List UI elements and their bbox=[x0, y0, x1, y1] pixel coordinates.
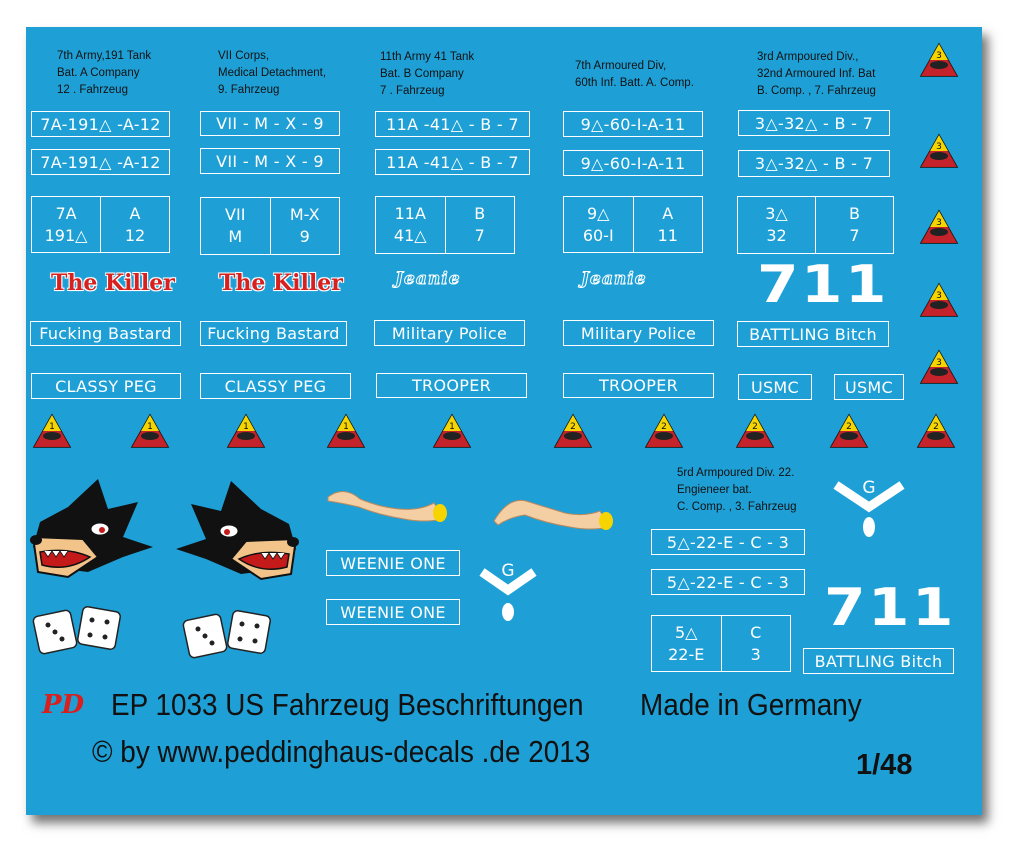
grid-2-left-top: VII bbox=[225, 205, 246, 224]
armored-badge-2-e bbox=[916, 413, 956, 449]
code-strip-3a: 11A -41△ - B - 7 bbox=[375, 111, 530, 137]
code-strip-5a: 3△-32△ - B - 7 bbox=[738, 110, 890, 136]
code-strip-6a: 5△-22-E - C - 3 bbox=[651, 529, 805, 555]
chevron-g-emblem-2 bbox=[832, 473, 906, 548]
jeanie-1: Jeanie bbox=[395, 269, 461, 289]
code-strip-3b: 11A -41△ - B - 7 bbox=[375, 149, 530, 175]
wolf-head-icon-2 bbox=[171, 479, 301, 589]
trooper-2: TROOPER bbox=[563, 373, 714, 398]
grid-6-left-top: 5△ bbox=[675, 622, 698, 642]
fucking-bastard-1: Fucking Bastard bbox=[30, 321, 181, 346]
grid-4-left-bottom: 60-I bbox=[582, 225, 614, 245]
armored-badge-2-a bbox=[553, 413, 593, 449]
armored-badge-2-c bbox=[735, 413, 775, 449]
grid-5-right-top: B bbox=[849, 204, 860, 223]
armored-badge-1-e bbox=[432, 413, 472, 449]
grid-1-right-top: A bbox=[129, 203, 141, 223]
badge-number-1c: 1 bbox=[243, 422, 249, 432]
fucking-bastard-2: Fucking Bastard bbox=[200, 321, 347, 346]
unit-text-1: 7th Army,191 Tank Bat. A Company 12 . Fahrzeug bbox=[57, 50, 152, 96]
grid-4-right-bottom: 11 bbox=[657, 225, 678, 245]
jeanie-2: Jeanie bbox=[581, 269, 647, 289]
grid-5-left-top: 3△ bbox=[765, 204, 788, 223]
grid-3-right-top: B bbox=[474, 204, 486, 223]
badge-number-3d: 3 bbox=[936, 291, 942, 301]
grid-4-right-top: A bbox=[662, 203, 674, 223]
the-killer-2: The Killer bbox=[219, 270, 343, 296]
badge-number-1b: 1 bbox=[147, 422, 153, 432]
g-letter-1: G bbox=[501, 561, 515, 581]
code-strip-4b: 9△-60-I-A-11 bbox=[563, 150, 703, 176]
trooper-1: TROOPER bbox=[376, 373, 527, 398]
grid-6-right-bottom: 3 bbox=[750, 644, 761, 664]
armored-badge-3-b bbox=[919, 133, 959, 169]
grid-1-right-bottom: 12 bbox=[124, 225, 146, 245]
armored-badge-2-b bbox=[644, 413, 684, 449]
code-strip-4a: 9△-60-I-A-11 bbox=[563, 111, 703, 137]
grid-3-left-top: 11A bbox=[394, 204, 426, 223]
badge-number-2c: 2 bbox=[752, 422, 758, 432]
armored-badge-1-b bbox=[130, 413, 170, 449]
wolf-head-icon-1 bbox=[28, 477, 158, 587]
armored-badge-2-d bbox=[829, 413, 869, 449]
badge-number-1a: 1 bbox=[49, 422, 55, 432]
footer-made-in: Made in Germany bbox=[640, 687, 862, 722]
code-strip-2a: VII - M - X - 9 bbox=[200, 111, 340, 136]
unit-text-6: 5rd Armpoured Div. 22. Engieneer bat. C. Comp. , 3. Fahrzeug bbox=[677, 467, 797, 513]
code-strip-1b: 7A-191△ -A-12 bbox=[31, 149, 170, 175]
badge-number-2b: 2 bbox=[661, 422, 667, 432]
grid-plate-5 bbox=[737, 196, 894, 254]
badge-number-2e: 2 bbox=[933, 422, 939, 432]
usmc-1: USMC bbox=[738, 374, 812, 400]
number-711-bottom: 711 bbox=[824, 578, 956, 638]
grid-6-left-bottom: 22-E bbox=[668, 644, 705, 664]
pinup-figure-icon-2 bbox=[490, 487, 620, 539]
pd-logo-icon bbox=[40, 687, 85, 723]
badge-number-1e: 1 bbox=[449, 422, 455, 432]
grid-2-left-bottom: M bbox=[228, 227, 243, 246]
code-strip-6b: 5△-22-E - C - 3 bbox=[651, 569, 805, 595]
dice-icon-2 bbox=[182, 609, 277, 664]
badge-number-3a: 3 bbox=[936, 51, 942, 61]
classy-peg-2: CLASSY PEG bbox=[200, 373, 351, 399]
armored-badge-3-a bbox=[919, 42, 959, 78]
usmc-2: USMC bbox=[834, 374, 904, 400]
grid-1-left-top: 7A bbox=[55, 203, 77, 223]
grid-1-left-bottom: 191△ bbox=[44, 225, 88, 245]
pinup-figure-icon-1 bbox=[324, 479, 454, 531]
code-strip-2b: VII - M - X - 9 bbox=[200, 148, 340, 174]
armored-badge-3-d bbox=[919, 282, 959, 318]
unit-text-3: 11th Army 41 Tank Bat. B Company 7 . Fahrzeug bbox=[380, 51, 475, 97]
weenie-one-2: WEENIE ONE bbox=[326, 599, 460, 625]
g-letter-2: G bbox=[862, 478, 876, 498]
armored-badge-1-a bbox=[32, 413, 72, 449]
number-711-top: 711 bbox=[757, 255, 889, 315]
decal-sheet bbox=[26, 27, 982, 815]
code-strip-5b: 3△-32△ - B - 7 bbox=[738, 150, 890, 177]
footer-title: EP 1033 US Fahrzeug Beschriftungen bbox=[111, 687, 584, 722]
grid-2-right-top: M-X bbox=[289, 205, 320, 224]
armored-badge-1-d bbox=[326, 413, 366, 449]
the-killer-1: The Killer bbox=[51, 270, 175, 296]
badge-number-3c: 3 bbox=[936, 218, 942, 228]
unit-text-5: 3rd Armpoured Div., 32nd Armoured Inf. Bat B. Comp. , 7. Fahrzeug bbox=[757, 51, 876, 97]
armored-badge-1-c bbox=[226, 413, 266, 449]
badge-number-3b: 3 bbox=[936, 142, 942, 152]
badge-number-3e: 3 bbox=[936, 358, 942, 368]
unit-text-4: 7th Armoured Div, 60th Inf. Batt. A. Comp. bbox=[575, 60, 694, 89]
code-strip-1a: 7A-191△ -A-12 bbox=[31, 111, 170, 137]
grid-plate-4 bbox=[563, 196, 703, 253]
classy-peg-1: CLASSY PEG bbox=[31, 373, 181, 399]
dice-icon-1 bbox=[32, 605, 127, 660]
battling-bitch-bottom: BATTLING Bitch bbox=[803, 648, 954, 674]
grid-2-right-bottom: 9 bbox=[299, 227, 310, 246]
grid-6-right-top: C bbox=[750, 622, 762, 642]
armored-badge-3-e bbox=[919, 349, 959, 385]
armored-badge-3-c bbox=[919, 209, 959, 245]
weenie-one-1: WEENIE ONE bbox=[326, 550, 460, 576]
badge-number-2d: 2 bbox=[846, 422, 852, 432]
scale-label: 1/48 bbox=[856, 749, 913, 781]
grid-3-right-bottom: 7 bbox=[474, 226, 485, 245]
grid-4-left-top: 9△ bbox=[587, 203, 610, 223]
military-police-2: Military Police bbox=[563, 320, 714, 346]
grid-3-left-bottom: 41△ bbox=[393, 226, 427, 245]
chevron-g-emblem-1 bbox=[478, 560, 538, 635]
grid-5-right-bottom: 7 bbox=[849, 226, 860, 245]
military-police-1: Military Police bbox=[374, 320, 525, 346]
grid-plate-2 bbox=[200, 197, 340, 255]
grid-plate-1 bbox=[31, 196, 170, 253]
battling-bitch-top: BATTLING Bitch bbox=[737, 321, 889, 347]
badge-number-2a: 2 bbox=[570, 422, 576, 432]
badge-number-1d: 1 bbox=[343, 422, 349, 432]
logo-text: PD bbox=[42, 690, 85, 720]
footer-copyright: © by www.peddinghaus-decals .de 2013 bbox=[92, 734, 591, 769]
grid-5-left-bottom: 32 bbox=[766, 226, 787, 245]
grid-plate-3 bbox=[375, 196, 515, 254]
grid-plate-6 bbox=[651, 615, 791, 672]
unit-text-2: VII Corps, Medical Detachment, 9. Fahrzeug bbox=[218, 50, 327, 96]
